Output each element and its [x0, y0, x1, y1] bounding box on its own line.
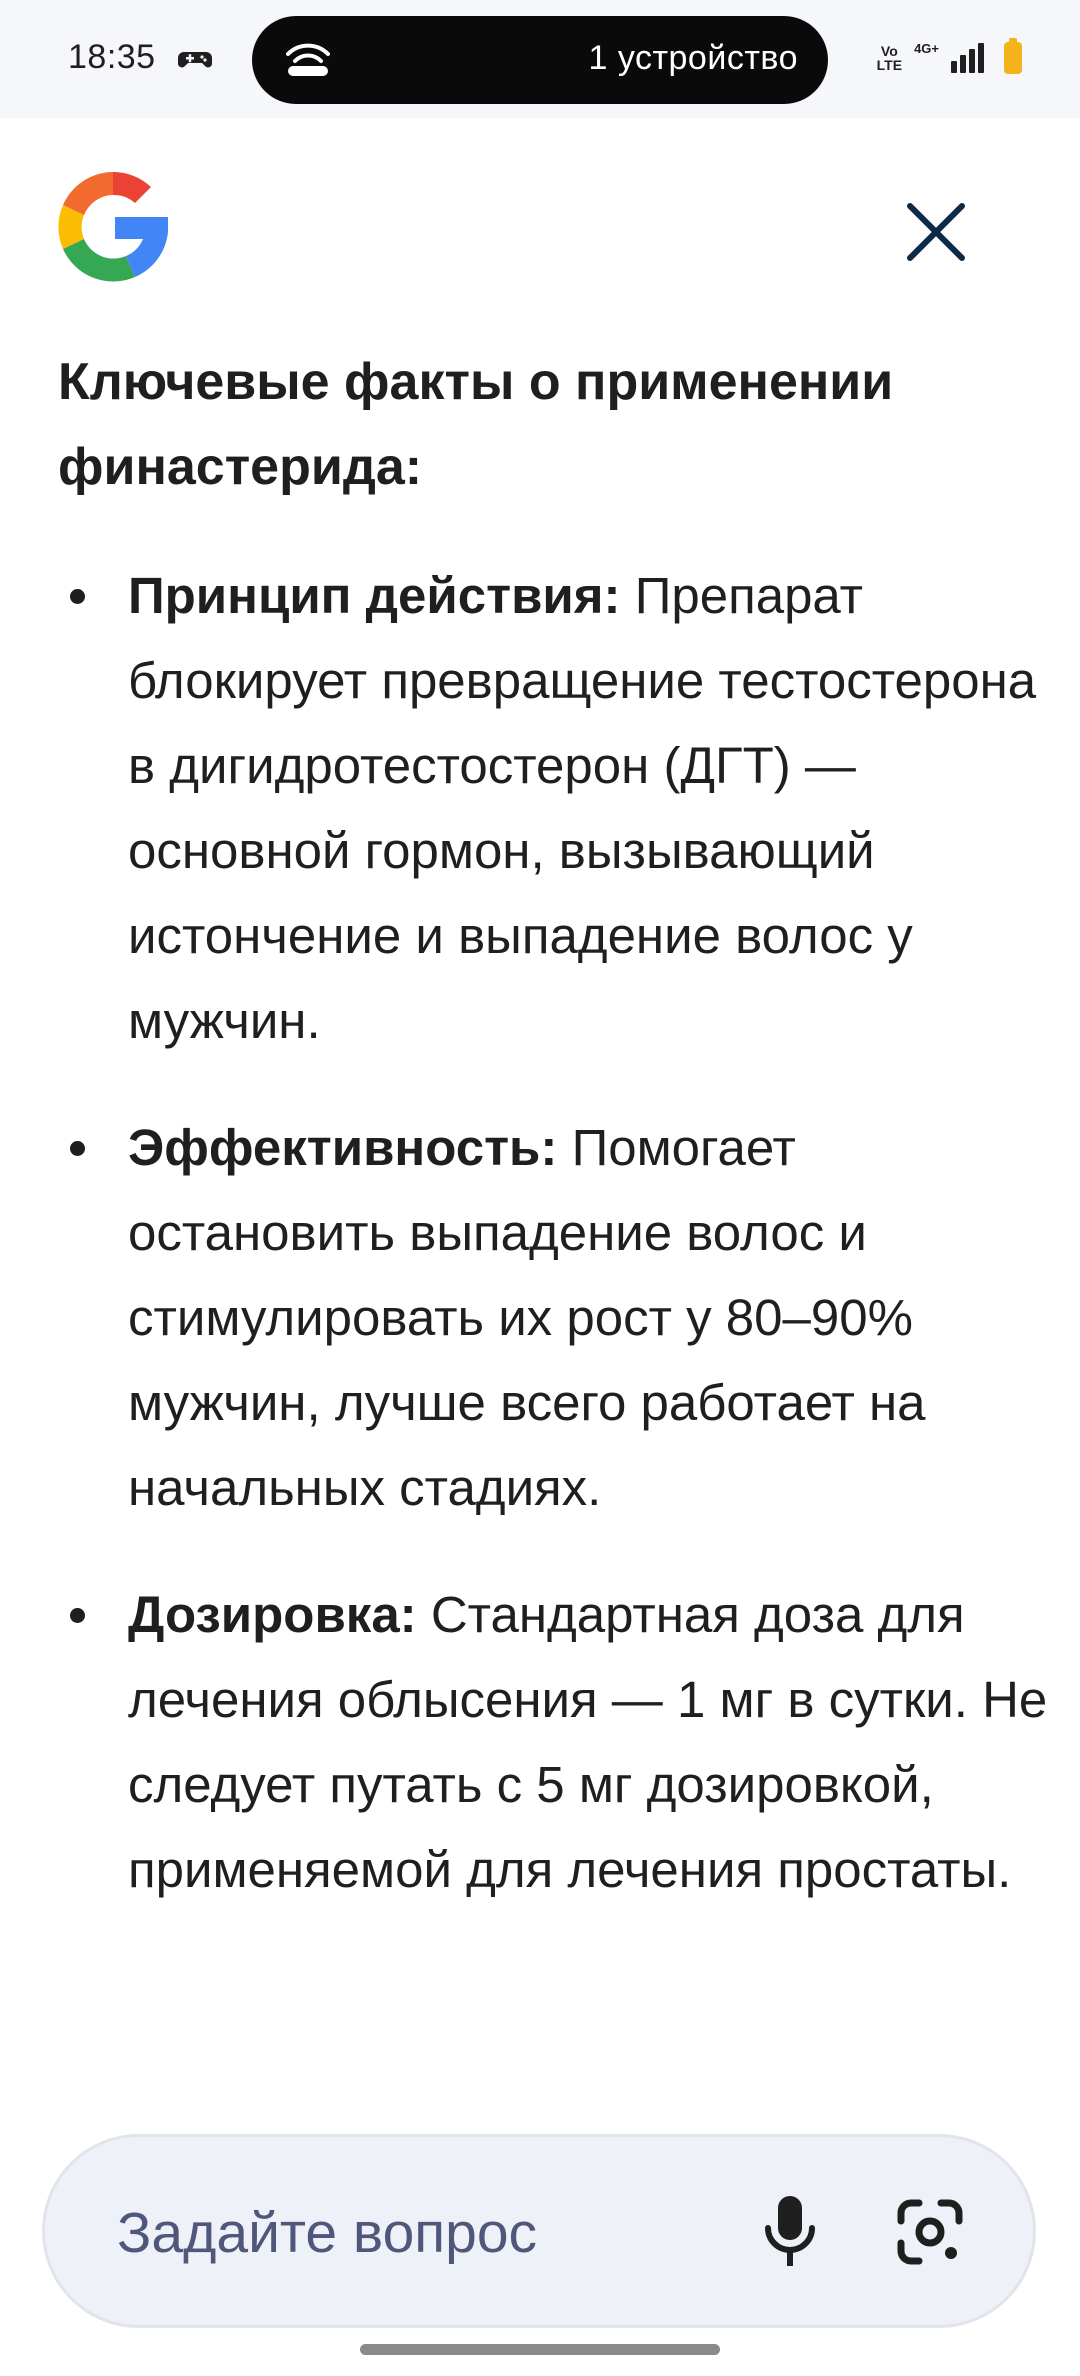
status-time: 18:35	[68, 38, 156, 76]
google-logo	[56, 170, 170, 284]
close-button[interactable]	[900, 196, 972, 268]
connected-devices-label: 1 устройство	[588, 39, 798, 77]
bullet	[70, 1608, 85, 1623]
answer-title: Ключевые факты о применении финастерида:	[58, 353, 894, 496]
bullet	[70, 1141, 85, 1156]
microphone-icon	[762, 2194, 818, 2270]
voice-search-button[interactable]	[745, 2187, 835, 2277]
fact-text: Препарат блокирует превращение тестостерона в дигидротестостерон (ДГТ) — основной гормон, вызывающий истончение и выпадение волос у мужчин.	[128, 567, 1037, 1049]
list-item	[58, 553, 1048, 1063]
ask-bar	[42, 2134, 1036, 2328]
status-icons	[877, 40, 1022, 76]
fact-text: Помогает остановить выпадение волос и стимулировать их рост у 80–90% мужчин, лучше всего работает на начальных стадиях.	[128, 1119, 926, 1516]
ask-input[interactable]	[115, 2187, 679, 2279]
network-type: 4G+	[914, 40, 939, 56]
game-controller-icon	[178, 44, 212, 74]
signal-icon	[951, 43, 984, 73]
fact-label: Принцип действия:	[128, 567, 621, 624]
google-lens-button[interactable]	[885, 2187, 975, 2277]
fact-label: Эффективность:	[128, 1119, 558, 1176]
battery-icon	[1004, 42, 1022, 74]
fact-label: Дозировка:	[128, 1586, 417, 1643]
volte-icon: Vo LTE	[876, 43, 903, 73]
bullet	[70, 589, 85, 604]
hotspot-icon	[282, 38, 334, 82]
status-bar	[0, 0, 1080, 118]
fact-text: Стандартная доза для лечения облысения — 1 мг в сутки. Не следует путать с 5 мг дозировкой, применяемой для лечения простаты.	[128, 1586, 1048, 1898]
facts-list	[58, 553, 1048, 1912]
home-indicator[interactable]	[360, 2344, 720, 2355]
google-lens-icon	[895, 2197, 965, 2267]
list-item	[58, 1105, 1048, 1530]
close-icon	[904, 200, 968, 264]
list-item	[58, 1572, 1048, 1912]
connected-devices-pill[interactable]	[252, 16, 828, 104]
answer-content	[58, 340, 1048, 1954]
